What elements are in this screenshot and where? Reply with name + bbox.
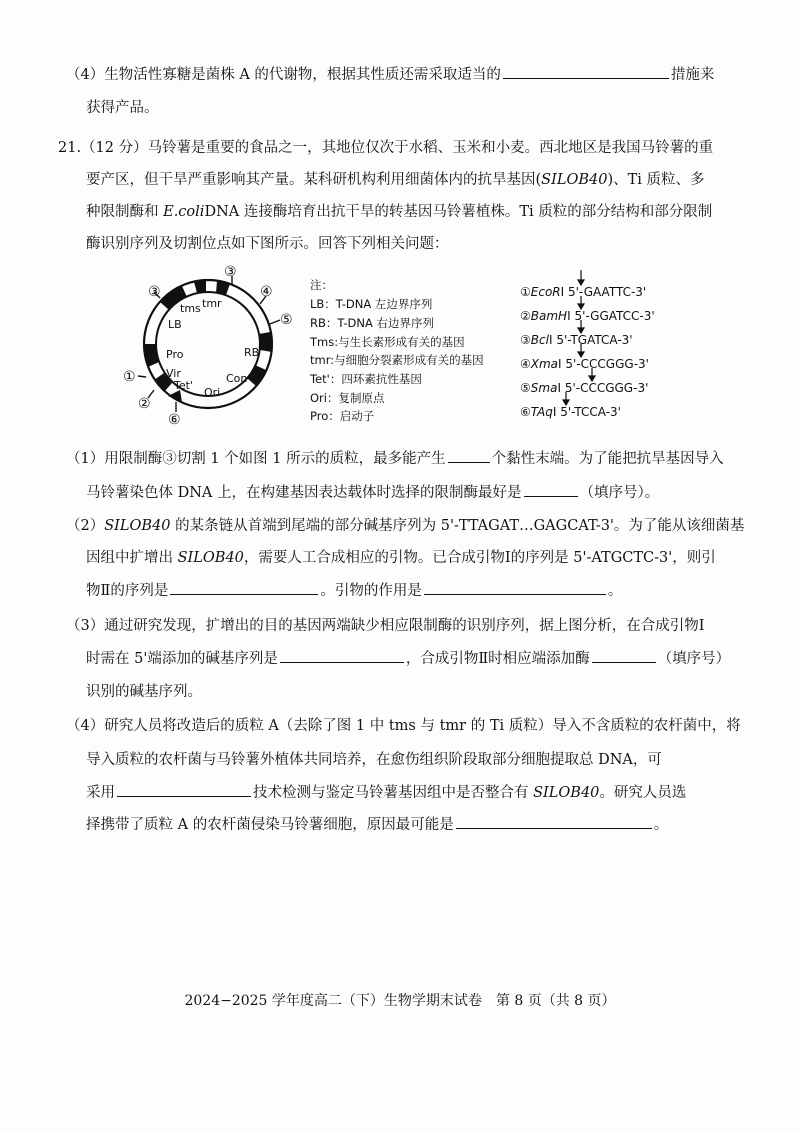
q21-part4-line2: 导入质粒的农杆菌与马铃薯外植体共同培养，在愈伤组织阶段取部分细胞提取总 DNA，可	[86, 752, 662, 768]
site-marker-3: ③	[224, 264, 237, 280]
q21-part2-line1: （2）SILOB40 的某条链从首端到尾端的部分碱基序列为 5'-TTAGAT…GAGCAT-3'。为了能从该细菌基	[66, 518, 745, 534]
label-pro: Pro	[166, 348, 184, 361]
note-title: 注：	[310, 278, 333, 292]
q21-part3-line1: （3）通过研究发现，扩增出的目的基因两端缺少相应限制酶的识别序列，据上图分析，在合成引物Ⅰ	[66, 618, 705, 634]
note-rb: RB：T-DNA 右边界序列	[310, 316, 434, 330]
enzyme-row: ①EcoRⅠ 5'-GAATTC-3'	[520, 285, 647, 299]
q21-part4-line3: 采用 技术检测与鉴定马铃薯基因组中是否整合有 SILOB40。研究人员选	[86, 782, 686, 803]
q21-part1-line1: （1）用限制酶③切割 1 个如图 1 所示的质粒，最多能产生 个黏性末端。为了能把抗旱基因导入	[66, 448, 724, 469]
q20-part4-line1: （4）生物活性寡糖是菌株 A 的代谢物，根据其性质还需采取适当的 措施来	[66, 64, 714, 85]
label-lb: LB	[168, 318, 182, 331]
q21-part3-line2: 时需在 5'端添加的碱基序列是 ，合成引物Ⅱ时相应端添加酶 （填序号）	[86, 648, 730, 669]
label-tet: Tet'	[174, 379, 193, 392]
enzyme-row: ④XmaⅠ 5'-CCCGGG-3'	[520, 357, 649, 371]
q21-part4-line1: （4）研究人员将改造后的质粒 A（去除了图 1 中 tms 与 tmr 的 Ti 质粒）导入不含质粒的农杆菌中，将	[66, 718, 741, 734]
site-marker-1: ①	[123, 369, 136, 385]
answer-blank-p2-function[interactable]	[424, 580, 606, 595]
label-rb: RB	[244, 346, 260, 359]
site-marker-4: ④	[260, 284, 273, 300]
label-vir: Vir	[166, 367, 181, 380]
answer-blank-p1-enzyme[interactable]	[524, 482, 578, 497]
q21-part4-line4: 择携带了质粒 A 的农杆菌侵染马铃薯细胞，原因最可能是 。	[86, 814, 668, 835]
q21-intro-line4: 酶识别序列及切割位点如下图所示。回答下列相关问题：	[86, 236, 449, 252]
answer-blank-p4-technique[interactable]	[117, 782, 251, 797]
enzyme-row: ②BamHⅠ 5'-GGATCC-3'	[520, 309, 655, 323]
q21-intro-line3: 种限制酶和 E.coliDNA 连接酶培育出抗干旱的转基因马铃薯植株。Ti 质粒的部分结构和部分限制	[86, 204, 713, 220]
site-marker-6: ⑥	[168, 412, 181, 428]
note-tmr: tmr:与细胞分裂素形成有关的基因	[310, 353, 484, 367]
q21-part1-line2: 马铃薯染色体 DNA 上，在构建基因表达载体时选择的限制酶最好是 （填序号）。	[86, 482, 659, 503]
site-marker-5: ⑤	[280, 312, 293, 328]
q20-part4-line2: 获得产品。	[86, 100, 159, 116]
answer-blank-p4-reason[interactable]	[456, 814, 652, 829]
answer-blank-p2-primer[interactable]	[170, 580, 318, 595]
q21-intro-line2: 要产区，但干旱严重影响其产量。某科研机构利用细菌体内的抗旱基因(SILOB40)、Ti 质粒、多	[86, 172, 705, 188]
site-marker-3-left: ③	[148, 284, 161, 300]
enzyme-row: ⑥TAqⅠ 5'-TCCA-3'	[520, 405, 621, 419]
answer-blank-p3-enzyme[interactable]	[592, 648, 656, 663]
site-marker-2: ②	[138, 396, 151, 412]
page-footer: 2024−2025 学年度高二（下）生物学期末试卷 第 8 页（共 8 页）	[184, 993, 616, 1009]
answer-blank-p1-count[interactable]	[448, 448, 490, 463]
label-ori: Ori	[204, 386, 221, 399]
q21-part2-line2: 因组中扩增出 SILOB40，需要人工合成相应的引物。已合成引物Ⅰ的序列是 5'-ATGCTC-3'，则引	[86, 550, 716, 566]
enzyme-row: ③BclⅠ 5'-TGATCA-3'	[520, 333, 633, 347]
answer-blank-p3-sequence[interactable]	[280, 648, 404, 663]
note-pro: Pro：启动子	[310, 409, 375, 423]
q21-intro-line1: 21.（12 分）马铃薯是重要的食品之一，其地位仅次于水稻、玉米和小麦。西北地区是我国马铃薯的重	[58, 140, 714, 156]
q21-part3-line3: 识别的碱基序列。	[86, 684, 202, 700]
q21-part2-line3: 物Ⅱ的序列是 。引物的作用是 。	[86, 580, 622, 601]
note-tms: Tms:与生长素形成有关的基因	[310, 335, 465, 349]
note-lb: LB：T-DNA 左边界序列	[310, 297, 433, 311]
cut-site-arrows	[560, 268, 620, 418]
note-tet: Tet'：四环素抗性基因	[310, 372, 422, 386]
note-ori: Ori：复制原点	[310, 391, 385, 405]
enzyme-row: ⑤SmaⅠ 5'-CCCGGG-3'	[520, 381, 649, 395]
ti-plasmid-diagram	[120, 262, 310, 432]
label-tms: tms	[180, 302, 201, 315]
answer-blank-q20-4[interactable]	[503, 64, 669, 79]
label-tmr: tmr	[202, 297, 222, 310]
label-con: Con	[226, 372, 248, 385]
